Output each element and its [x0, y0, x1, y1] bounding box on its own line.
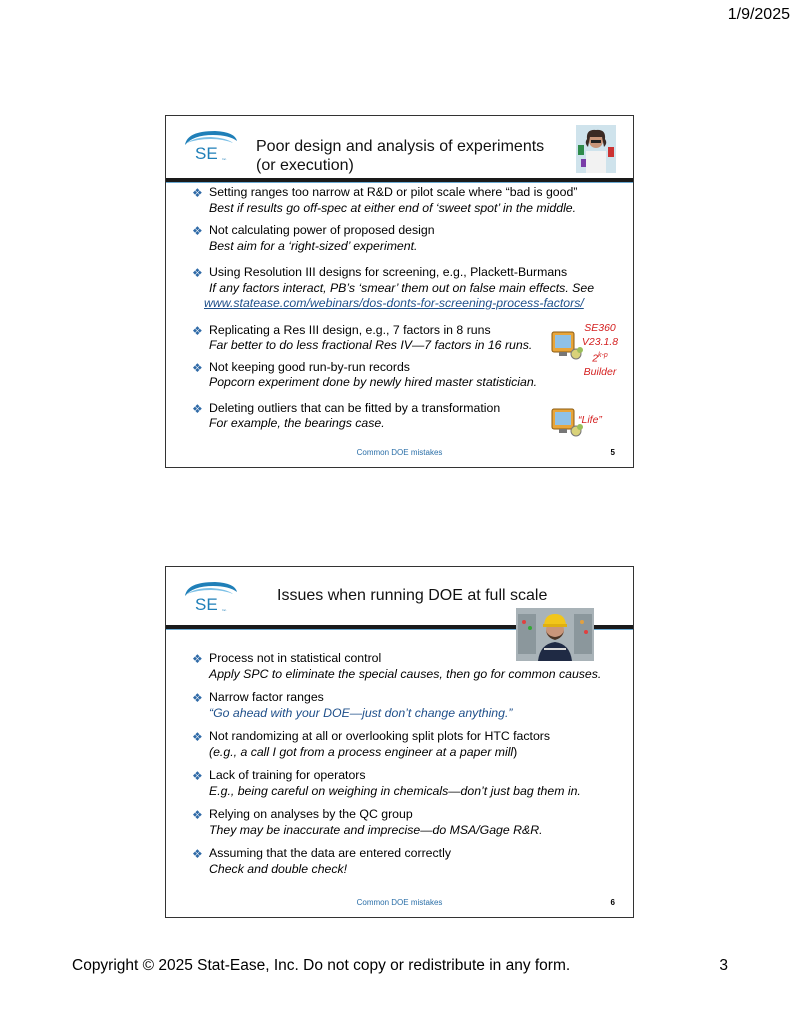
bullet-list: [192, 185, 623, 432]
note-line: SE360: [584, 322, 616, 334]
bullet-subtext: (e.g., a call I got from a process engineer at a paper mill): [209, 744, 518, 759]
bullet-text: Using Resolution III designs for screening, e.g., Plackett-Burmans: [209, 265, 568, 279]
life-note: “Life”: [578, 414, 602, 426]
slide-footer: Common DOE mistakes: [356, 898, 443, 907]
bullet-subtext: E.g., being careful on weighing in chemicals—don’t just bag them in.: [209, 783, 581, 798]
bullet-subtext: They may be inaccurate and imprecise—do MSA/Gage R&R.: [209, 822, 543, 837]
slide-footer: Common DOE mistakes: [356, 448, 443, 457]
diamond-bullet-icon: ❖: [192, 401, 203, 416]
bullet-subtext: Check and double check!: [209, 861, 348, 876]
bullet-subtext: Best if results go off-spec at either end of ‘sweet spot’ in the middle.: [209, 200, 577, 215]
slide-title: [256, 137, 544, 175]
slide-number: 5: [610, 448, 615, 457]
stat-ease-logo: [181, 580, 239, 614]
logo-text: SE: [195, 595, 218, 614]
title-line-1: Poor design and analysis of experiments: [256, 138, 545, 155]
diamond-bullet-icon: ❖: [192, 360, 203, 375]
bullet-subtext: Best aim for a ‘right-sized’ experiment.: [209, 238, 418, 253]
bullet-text: Deleting outliers that can be fitted by a transformation: [209, 400, 501, 415]
bullet-text: Not keeping good run-by-run records: [209, 359, 410, 374]
webinar-link[interactable]: www.statease.com/webinars/dos-donts-for-screening-process-factors/: [204, 296, 584, 310]
logo-text: SE: [195, 144, 218, 163]
svg-text:Inc.: Inc.: [222, 608, 227, 612]
bullet-subtext: Apply SPC to eliminate the special causes, then go for common causes.: [209, 666, 602, 681]
diamond-bullet-icon: ❖: [192, 691, 203, 705]
bullet-text: Not randomizing at all or overlooking split plots for HTC factors: [209, 729, 551, 743]
svg-text:Inc.: Inc.: [222, 157, 227, 161]
bullet-item: [192, 265, 623, 312]
bullet-item: [192, 807, 623, 838]
document-date: 1/9/2025: [727, 6, 790, 23]
diamond-bullet-icon: ❖: [192, 769, 203, 783]
bullet-item: [192, 651, 623, 682]
diamond-bullet-icon: ❖: [192, 186, 203, 200]
note-line: Builder: [583, 366, 617, 378]
bullet-text: Narrow factor ranges: [209, 690, 324, 704]
software-version-note: [576, 322, 624, 380]
copyright-notice: Copyright © 2025 Stat-Ease, Inc. Do not copy or redistribute in any form.: [72, 957, 571, 974]
bullet-item: [192, 185, 623, 216]
diamond-bullet-icon: ❖: [192, 847, 203, 861]
bullet-text: Not calculating power of proposed design: [209, 223, 435, 237]
diamond-bullet-icon: ❖: [192, 730, 203, 744]
slide-5: [165, 115, 634, 468]
bullet-text: Setting ranges too narrow at R&D or pilot scale where “bad is good”: [209, 185, 578, 199]
stat-ease-logo: [181, 129, 239, 163]
bullet-subtext: Far better to do less fractional Res IV—7 factors in 16 runs.: [209, 338, 533, 352]
page-number: 3: [719, 957, 728, 974]
note-line: 2$^{k-p}$: [592, 352, 608, 365]
bullet-subtext: “Go ahead with your DOE—just don’t change anything.”: [209, 705, 513, 720]
diamond-bullet-icon: ❖: [192, 266, 203, 280]
bullet-text: Assuming that the data are entered correctly: [209, 846, 451, 860]
bullet-subtext: Popcorn experiment done by newly hired master statistician.: [209, 375, 538, 389]
diamond-bullet-icon: ❖: [192, 323, 203, 338]
bullet-text: Process not in statistical control: [209, 651, 382, 665]
bullet-subtext: For example, the bearings case.: [209, 416, 385, 430]
bullet-text: Relying on analyses by the QC group: [209, 807, 413, 821]
bullet-item: [192, 360, 623, 391]
scientist-photo: [576, 125, 616, 173]
bullet-item: [192, 768, 623, 799]
bullet-item: [192, 690, 623, 721]
title-divider: [166, 178, 633, 182]
title-line-2: (or execution): [256, 157, 354, 174]
bullet-item: [192, 846, 623, 877]
bullet-item: [192, 223, 623, 254]
diamond-bullet-icon: ❖: [192, 224, 203, 238]
diamond-bullet-icon: ❖: [192, 808, 203, 822]
slide-6: [165, 566, 634, 918]
slide-number: 6: [610, 898, 615, 907]
note-line: V23.1.8: [581, 335, 619, 348]
bullet-item: [192, 729, 623, 760]
bullet-subtext: If any factors interact, PB’s ‘smear’ them out on false main effects. See: [209, 280, 595, 295]
slide-title: Issues when running DOE at full scale: [277, 587, 548, 604]
bullet-text: Replicating a Res III design, e.g., 7 factors in 8 runs: [209, 322, 491, 337]
bullet-text: Lack of training for operators: [209, 768, 366, 782]
diamond-bullet-icon: ❖: [192, 652, 203, 666]
bullet-list: [192, 651, 623, 877]
